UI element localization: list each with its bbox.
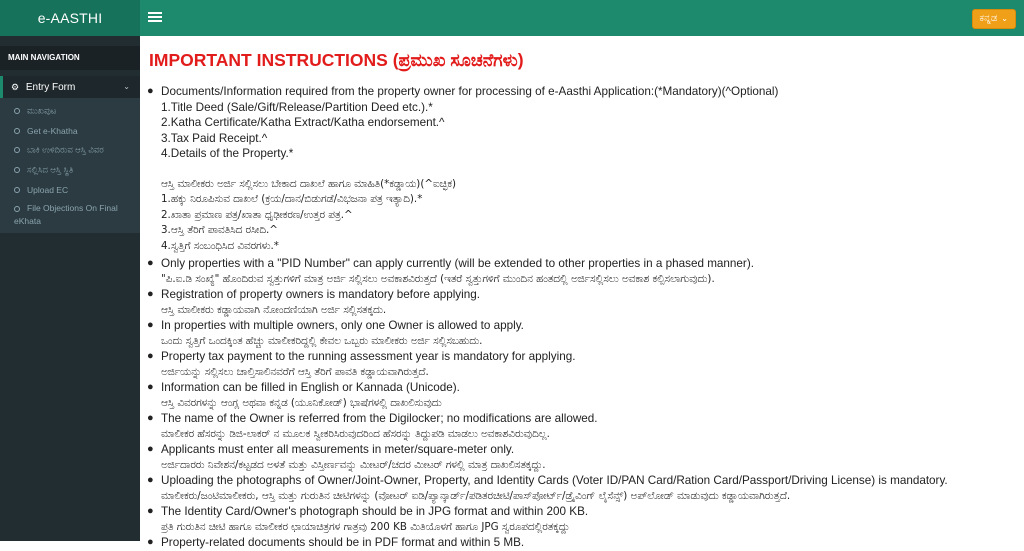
bullet: ● <box>147 412 154 424</box>
sidebar-item-label: Entry Form <box>25 82 76 93</box>
instruction-kn: ಒಂದು ಸ್ವತ್ತಿಗೆ ಒಂದಕ್ಕಿಂತ ಹೆಚ್ಚು ಮಾಲೀಕರಿದ್ದಲ್ಲಿ ಕೇವಲ ಒಬ್ಬರು ಮಾಲೀಕರು ಅರ್ಜಿ ಸಲ್ಲಿಸಬಹುದು. <box>161 334 483 347</box>
instruction-item <box>147 256 754 287</box>
instruction-kn: "ಪಿ.ಐ.ಡಿ ಸಂಖ್ಯೆ" ಹೊಂದಿರುವ ಸ್ವತ್ತುಗಳಿಗೆ ಮಾತ್ರ ಅರ್ಜಿ ಸಲ್ಲಿಸಲು ಅವಕಾಶವಿರುತ್ತದೆ (ಇತರೆ ಸ್ವತ್ತುಗಳಿಗೆ ಮುಂದಿನ ಹಂತದಲ್ಲಿ ಅರ್ಜಿಸಲ್ಲಿಸಲು ಅವಕಾಶ ಕಲ್ಪಿಸಲಾಗುವುದು). <box>161 272 715 285</box>
bullet: ● <box>147 319 154 331</box>
bullet: ● <box>147 536 154 548</box>
bullet: ● <box>147 85 154 97</box>
sidebar-item-label: File Objections On Final eKhata <box>14 203 118 226</box>
instruction-item <box>147 535 525 551</box>
instruction-kn: ಅರ್ಜಿಯನ್ನು ಸಲ್ಲಿಸಲು ಚಾಲ್ತಿಸಾಲಿನವರೆಗೆ ಆಸ್ತಿ ತೆರಿಗೆ ಪಾವತಿ ಕಡ್ಡಾಯವಾಗಿರುತ್ತದೆ. <box>161 365 429 378</box>
bullet: ● <box>147 443 154 455</box>
instruction-kn: ಮಾಲೀಕರ ಹೆಸರನ್ನು ಡಿಜಿ-ಲಾಕರ್ ನ ಮೂಲಕ ಸ್ವೀಕರಿಸಿರುವುದರಿಂದ ಹೆಸರನ್ನು ತಿದ್ದುಪಡಿ ಮಾಡಲು ಅವಕಾಶವಿರುವುದಿಲ್ಲ. <box>161 427 550 440</box>
documents-instruction <box>147 84 779 254</box>
page-title: IMPORTANT INSTRUCTIONS (ಪ್ರಮುಖ ಸೂಚನೆಗಳು) <box>149 50 524 70</box>
instruction-kn: ಮಾಲೀಕರು/ಜಂಟಿಮಾಲೀಕರು, ಆಸ್ತಿ ಮತ್ತು ಗುರುತಿನ ಚೀಟಿಗಳನ್ನು (ವೋಟರ್ ಐಡಿ/ಪ್ಯಾನ್ಕಾರ್ಡ್/ಪಡಿತರಚೀಟಿ/ಪಾಸ್‌ಪೋರ್ಟ್/ಡ್ರೈವಿಂಗ್ ಲೈಸೆನ್ಸ್) ಅಪ್‌ಲೋಡ್ ಮಾಡುವುದು ಕಡ್ಡಾಯವಾಗಿರುತ್ತದೆ. <box>161 489 791 502</box>
documents-heading-kn: ಆಸ್ತಿ ಮಾಲೀಕರು ಅರ್ಜಿ ಸಲ್ಲಿಸಲು ಬೇಕಾದ ದಾಖಲೆ ಹಾಗೂ ಮಾಹಿತಿ(*ಕಡ್ಡಾಯ)(^ಐಚ್ಛಿಕ) <box>161 177 456 190</box>
instruction-item <box>147 473 948 504</box>
document-item: 2.Katha Certificate/Katha Extract/Katha endorsement.^ <box>161 116 445 129</box>
instruction-kn: ಆಸ್ತಿ ವಿವರಗಳನ್ನು ಆಂಗ್ಲ ಅಥವಾ ಕನ್ನಡ (ಯೂನಿಕೋಡ್) ಭಾಷೆಗಳಲ್ಲಿ ದಾಖಲಿಸುವುದು <box>161 396 442 409</box>
chevron-down-icon: ⌄ <box>123 82 130 91</box>
bullet: ● <box>147 350 154 362</box>
instruction-item <box>147 318 524 349</box>
instruction-kn: ಪ್ರತಿ ಗುರುತಿನ ಚೀಟಿ ಹಾಗೂ ಮಾಲೀಕರ ಛಾಯಾಚಿತ್ರಗಳ ಗಾತ್ರವು 200 KB ಮಿತಿಯೊಳಗೆ ಹಾಗೂ JPG ಸ್ವರೂಪದಲ್ಲಿರತಕ್ಕದ್ದು <box>161 520 570 533</box>
dashboard-icon: ⚙ <box>11 82 20 92</box>
document-item: 1.Title Deed (Sale/Gift/Release/Partition Deed etc.).* <box>161 100 433 114</box>
sidebar-item-home[interactable] <box>0 105 140 116</box>
instruction-en: The Identity Card/Owner's photograph should be in JPG format and within 200 KB. <box>161 505 589 518</box>
instruction-item <box>147 349 576 380</box>
document-item-kn: 1.ಹಕ್ಕು ನಿರೂಪಿಸುವ ದಾಖಲೆ (ಕ್ರಯ/ದಾನ/ಬಿಡುಗಡೆ/ವಿಭಜನಾ ಪತ್ರ ಇತ್ಯಾದಿ).* <box>161 193 423 205</box>
bullet: ● <box>147 381 154 393</box>
sidebar-item-submitted-property-status[interactable] <box>0 164 140 175</box>
circle-icon <box>14 108 20 114</box>
document-item-kn: 4.ಸ್ವತ್ತಿಗೆ ಸಂಬಂಧಿಸಿದ ವಿವರಗಳು.* <box>161 239 279 252</box>
bullet: ● <box>147 257 154 269</box>
bullet: ● <box>147 288 154 300</box>
instruction-en: Uploading the photographs of Owner/Joint-Owner, Property, and Identity Cards (Voter ID/PAN Card/Ration Card/Passport/Driving License) is mandatory. <box>161 474 948 487</box>
sidebar-item-label: ಸಲ್ಲಿಸಿದ ಆಸ್ತಿ ಸ್ಥಿತಿ <box>27 164 74 175</box>
instruction-en: The name of the Owner is referred from the Digilocker; no modifications are allowed. <box>161 412 598 425</box>
instruction-item <box>147 287 480 318</box>
sidebar-item-label: ಮುಖಪುಟ <box>27 105 57 116</box>
instruction-kn: ಆಸ್ತಿ ಮಾಲೀಕರು ಕಡ್ಡಾಯವಾಗಿ ನೋಂದಣಿಯಾಗಿ ಅರ್ಜಿ ಸಲ್ಲಿಸತಕ್ಕದು. <box>161 303 387 316</box>
sidebar-item-label: Get e-Khatha <box>27 125 78 136</box>
menu-toggle-icon[interactable] <box>148 10 162 26</box>
instruction-item <box>147 380 460 411</box>
language-dropdown-button[interactable] <box>972 9 1016 29</box>
main-content <box>140 36 1024 549</box>
sidebar-item-label: ಬಾಕಿ ಉಳಿದಿರುವ ಆಸ್ತಿ ವಿವರ <box>27 144 104 155</box>
chevron-down-icon: ⌄ <box>1001 14 1008 23</box>
instruction-en: Property tax payment to the running assessment year is mandatory for applying. <box>161 350 576 363</box>
documents-heading: Documents/Information required from the property owner for processing of e-Aasthi Application:(*Mandatory)(^Optional) <box>161 85 779 98</box>
instruction-en: Property-related documents should be in PDF format and within 5 MB. <box>161 536 525 549</box>
instruction-item <box>147 442 546 473</box>
document-item-kn: 2.ಖಾತಾ ಪ್ರಮಾಣ ಪತ್ರ/ಖಾತಾ ಧೃಢೀಕರಣ/ಉತ್ತರ ಪತ್ರ.^ <box>161 208 353 221</box>
sidebar-item-upload-ec[interactable] <box>0 184 140 195</box>
sidebar <box>0 36 140 541</box>
sidebar-item-file-objections[interactable] <box>0 202 140 228</box>
circle-icon <box>14 167 20 173</box>
document-item-kn: 3.ಆಸ್ತಿ ತೆರಿಗೆ ಪಾವತಿಸಿದ ರಸೀದಿ.^ <box>161 224 278 236</box>
sidebar-item-label: Upload EC <box>27 184 69 195</box>
instruction-en: In properties with multiple owners, only one Owner is allowed to apply. <box>161 319 524 332</box>
instruction-en: Only properties with a "PID Number" can apply currently (will be extended to other properties in a phased manner). <box>161 257 754 270</box>
instruction-item <box>147 411 598 442</box>
sidebar-item-get-ekhatha[interactable] <box>0 125 140 136</box>
instruction-item <box>147 504 589 535</box>
sidebar-submenu <box>0 98 140 233</box>
bullet: ● <box>147 474 154 486</box>
circle-icon <box>14 206 20 212</box>
app-logo[interactable]: e-AASTHI <box>0 0 140 36</box>
language-label: ಕನ್ನಡ <box>979 13 998 24</box>
circle-icon <box>14 187 20 193</box>
circle-icon <box>14 128 20 134</box>
document-item: 3.Tax Paid Receipt.^ <box>161 131 268 145</box>
instruction-kn: ಅರ್ಜಿದಾರರು ನಿವೇಶನ/ಕಟ್ಟಡದ ಅಳತೆ ಮತ್ತು ವಿಸ್ತೀರ್ಣವನ್ನು ಮೀಟರ್/ಚದರ ಮೀಟರ್ ಗಳಲ್ಲಿ ಮಾತ್ರ ದಾಖಲಿಸತಕ್ಕದ್ದು. <box>161 458 546 471</box>
instruction-en: Applicants must enter all measurements in meter/square-meter only. <box>161 443 515 456</box>
bullet: ● <box>147 505 154 517</box>
sidebar-section-header: MAIN NAVIGATION <box>0 46 140 70</box>
circle-icon <box>14 147 20 153</box>
sidebar-item-entry-form[interactable] <box>0 76 140 98</box>
document-item: 4.Details of the Property.* <box>161 147 294 160</box>
sidebar-item-pending-property-details[interactable] <box>0 144 140 155</box>
top-navbar <box>0 0 1024 36</box>
instruction-en: Information can be filled in English or Kannada (Unicode). <box>161 381 460 394</box>
instruction-en: Registration of property owners is mandatory before applying. <box>161 288 480 301</box>
